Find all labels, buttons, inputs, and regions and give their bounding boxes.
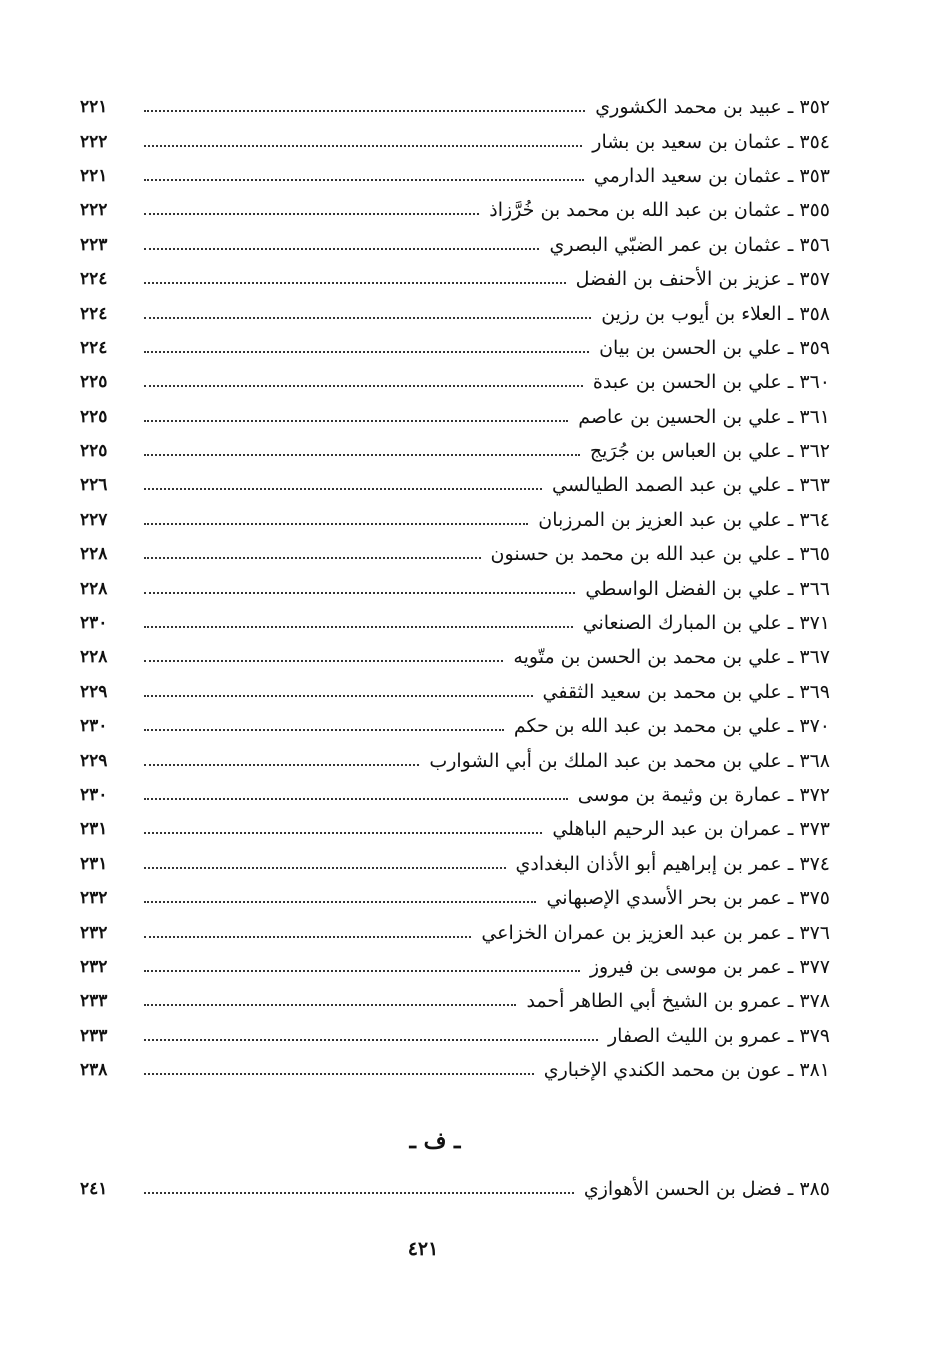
toc-entry — [80, 365, 830, 399]
dot-leader — [144, 282, 566, 284]
entry-page-number: ٢٢٨ — [80, 578, 108, 599]
toc-entry — [80, 1019, 830, 1053]
entry-page-number: ٢٣٠ — [80, 785, 108, 805]
dot-leader — [144, 970, 580, 972]
entry-title: ٣٧٦ ـ عمر بن عبد العزيز بن عمران الخزاعي — [481, 921, 830, 944]
entry-page-number: ٢٣٠ — [80, 613, 108, 634]
toc-entry — [80, 503, 830, 537]
toc-entry — [80, 124, 830, 158]
entry-page-number: ٢٢٥ — [80, 441, 108, 462]
entry-title: ٣٧٩ ـ عمرو بن الليث الصفار — [608, 1024, 830, 1047]
dot-leader — [144, 110, 585, 112]
section-entries — [80, 1172, 830, 1206]
dot-leader — [144, 1192, 574, 1194]
dot-leader — [144, 523, 528, 525]
entry-page-number: ٢٣٣ — [80, 991, 108, 1012]
entry-title: ٣٦٨ ـ علي بن محمد بن عبد الملك بن أبي الشوارب — [429, 749, 830, 772]
dot-leader — [144, 454, 580, 456]
entry-title: ٣٥٦ ـ عثمان بن عمر الضبّي البصري — [549, 233, 830, 256]
entry-title: ٣٦٠ ـ علي بن الحسن بن عبدة — [592, 371, 830, 394]
toc-entry — [80, 400, 830, 434]
entry-title: ٣٧٣ ـ عمران بن عبد الرحيم الباهلي — [552, 818, 830, 841]
dot-leader — [144, 936, 471, 938]
entry-page-number: ٢٣٠ — [80, 716, 108, 737]
toc-entry — [80, 950, 830, 984]
toc-entry — [80, 675, 830, 709]
dot-leader — [144, 1039, 598, 1041]
entry-title: ٣٧٢ ـ عمارة بن وثيمة بن موسى — [577, 784, 830, 806]
entry-title: ٣٥٩ ـ علي بن الحسن بن بيان — [599, 336, 830, 359]
dot-leader — [144, 832, 542, 834]
entry-title: ٣٥٣ ـ عثمان بن سعيد الدارمي — [593, 164, 830, 187]
toc-entry — [80, 606, 830, 640]
entry-page-number: ٢٣١ — [80, 853, 108, 874]
entry-page-number: ٢٢٩ — [80, 750, 108, 771]
dot-leader — [144, 901, 536, 903]
toc-entry — [80, 812, 830, 846]
entry-page-number: ٢٢١ — [80, 165, 108, 186]
entry-page-number: ٢٢٤ — [80, 303, 108, 324]
dot-leader — [144, 592, 575, 594]
entry-page-number: ٢٢٨ — [80, 544, 108, 565]
toc-entry — [80, 640, 830, 674]
entry-title: ٣٨٥ ـ فضل بن الحسن الأهوازي — [583, 1178, 830, 1201]
toc-entry — [80, 159, 830, 193]
entry-title: ٣٨١ ـ عون بن محمد الكندي الإخباري — [543, 1059, 830, 1082]
entry-title: ٣٥٤ ـ عثمان بن سعيد بن بشار — [592, 130, 830, 153]
dot-leader — [144, 1073, 534, 1075]
dot-leader — [144, 179, 584, 181]
entry-page-number: ٢٢٧ — [80, 509, 108, 530]
toc-entry — [80, 571, 830, 605]
entry-title: ٣٧٥ ـ عمر بن بحر الأسدي الإصبهاني — [546, 887, 830, 910]
entry-page-number: ٢٢٢ — [80, 200, 108, 221]
dot-leader — [144, 488, 542, 490]
dot-leader — [144, 660, 503, 662]
toc-entry — [80, 743, 830, 777]
entry-page-number: ٢٣٨ — [80, 1060, 108, 1081]
entry-page-number: ٢٢٥ — [80, 372, 108, 393]
dot-leader — [144, 764, 419, 766]
entry-page-number: ٢٣١ — [80, 819, 108, 840]
dot-leader — [144, 248, 539, 250]
dot-leader — [144, 385, 583, 387]
dot-leader — [144, 695, 533, 697]
toc-entry — [80, 537, 830, 571]
entry-page-number: ٢٢٢ — [80, 131, 108, 152]
entry-page-number: ٢٣٢ — [80, 888, 108, 909]
toc-entry — [80, 984, 830, 1018]
dot-leader — [144, 729, 504, 731]
toc-entry — [80, 709, 830, 743]
toc-entry — [80, 915, 830, 949]
entry-page-number: ٢٢٩ — [80, 681, 108, 702]
toc-entry — [80, 847, 830, 881]
entry-page-number: ٢٢٣ — [80, 234, 108, 255]
toc-entry — [80, 262, 830, 296]
entry-page-number: ٢٤١ — [80, 1179, 108, 1200]
section-header: ـ ف ـ — [409, 1128, 461, 1154]
entry-page-number: ٢٢٤ — [80, 337, 108, 358]
dot-leader — [144, 1004, 516, 1006]
entry-title: ٣٦٥ ـ علي بن عبد الله بن محمد بن حسنون — [490, 543, 830, 566]
dot-leader — [144, 351, 589, 353]
toc-entry — [80, 296, 830, 330]
entry-page-number: ٢٣٣ — [80, 1025, 108, 1046]
entry-title: ٣٧١ ـ علي بن المبارك الصنعاني — [582, 612, 830, 635]
toc-entry — [80, 228, 830, 262]
entry-title: ٣٦٤ ـ علي بن عبد العزيز بن المرزبان — [538, 508, 830, 531]
entry-page-number: ٢٣٢ — [80, 956, 108, 977]
entry-title: ٣٥٢ ـ عبيد بن محمد الكشوري — [595, 96, 830, 119]
entry-page-number: ٢٢٦ — [80, 475, 108, 496]
dot-leader — [144, 213, 479, 215]
page-number: ٤٢١ — [407, 1238, 439, 1260]
entry-title: ٣٥٥ ـ عثمان بن عبد الله بن محمد بن خُرَّزاذ — [489, 199, 830, 222]
toc-entry — [80, 90, 830, 124]
entry-title: ٣٦٧ ـ علي بن محمد بن الحسن بن متّويه — [513, 646, 830, 669]
toc-entry — [80, 1053, 830, 1087]
dot-leader — [144, 798, 568, 800]
entry-title: ٣٥٨ ـ العلاء بن أيوب بن رزين — [601, 302, 830, 325]
toc-entry — [80, 331, 830, 365]
toc-entry — [80, 1172, 830, 1206]
dot-leader — [144, 317, 591, 319]
entry-page-number: ٢٢٥ — [80, 406, 108, 427]
toc-entry — [80, 434, 830, 468]
entry-title: ٣٥٧ ـ عزيز بن الأحنف بن الفضل — [575, 268, 830, 291]
entry-page-number: ٢٢٤ — [80, 269, 108, 290]
entry-title: ٣٧٠ ـ علي بن محمد بن عبد الله بن حكم — [513, 715, 830, 738]
dot-leader — [144, 145, 582, 147]
toc-entry — [80, 778, 830, 812]
table-of-contents — [80, 90, 830, 1087]
dot-leader — [144, 867, 506, 869]
entry-title: ٣٧٤ ـ عمر بن إبراهيم أبو الأذان البغدادي — [515, 852, 830, 875]
entry-title: ٣٧٧ ـ عمر بن موسى بن فيروز — [589, 955, 830, 978]
toc-entry — [80, 881, 830, 915]
entry-title: ٣٦٢ ـ علي بن العباس بن جُرَيج — [589, 440, 830, 463]
dot-leader — [144, 626, 573, 628]
toc-entry — [80, 193, 830, 227]
entry-title: ٣٧٨ ـ عمرو بن الشيخ أبي الطاهر أحمد — [526, 990, 830, 1013]
entry-title: ٣٦١ ـ علي بن الحسين بن عاصم — [578, 405, 830, 428]
entry-page-number: ٢٢٨ — [80, 647, 108, 668]
entry-title: ٣٦٩ ـ علي بن محمد بن سعيد الثقفي — [542, 680, 830, 703]
entry-page-number: ٢٢١ — [80, 97, 108, 118]
entry-title: ٣٦٦ ـ علي بن الفضل الواسطي — [585, 577, 830, 600]
entry-title: ٣٦٣ ـ علي بن عبد الصمد الطيالسي — [552, 474, 830, 497]
toc-entry — [80, 468, 830, 502]
dot-leader — [144, 557, 481, 559]
dot-leader — [144, 420, 568, 422]
entry-page-number: ٢٣٢ — [80, 922, 108, 943]
